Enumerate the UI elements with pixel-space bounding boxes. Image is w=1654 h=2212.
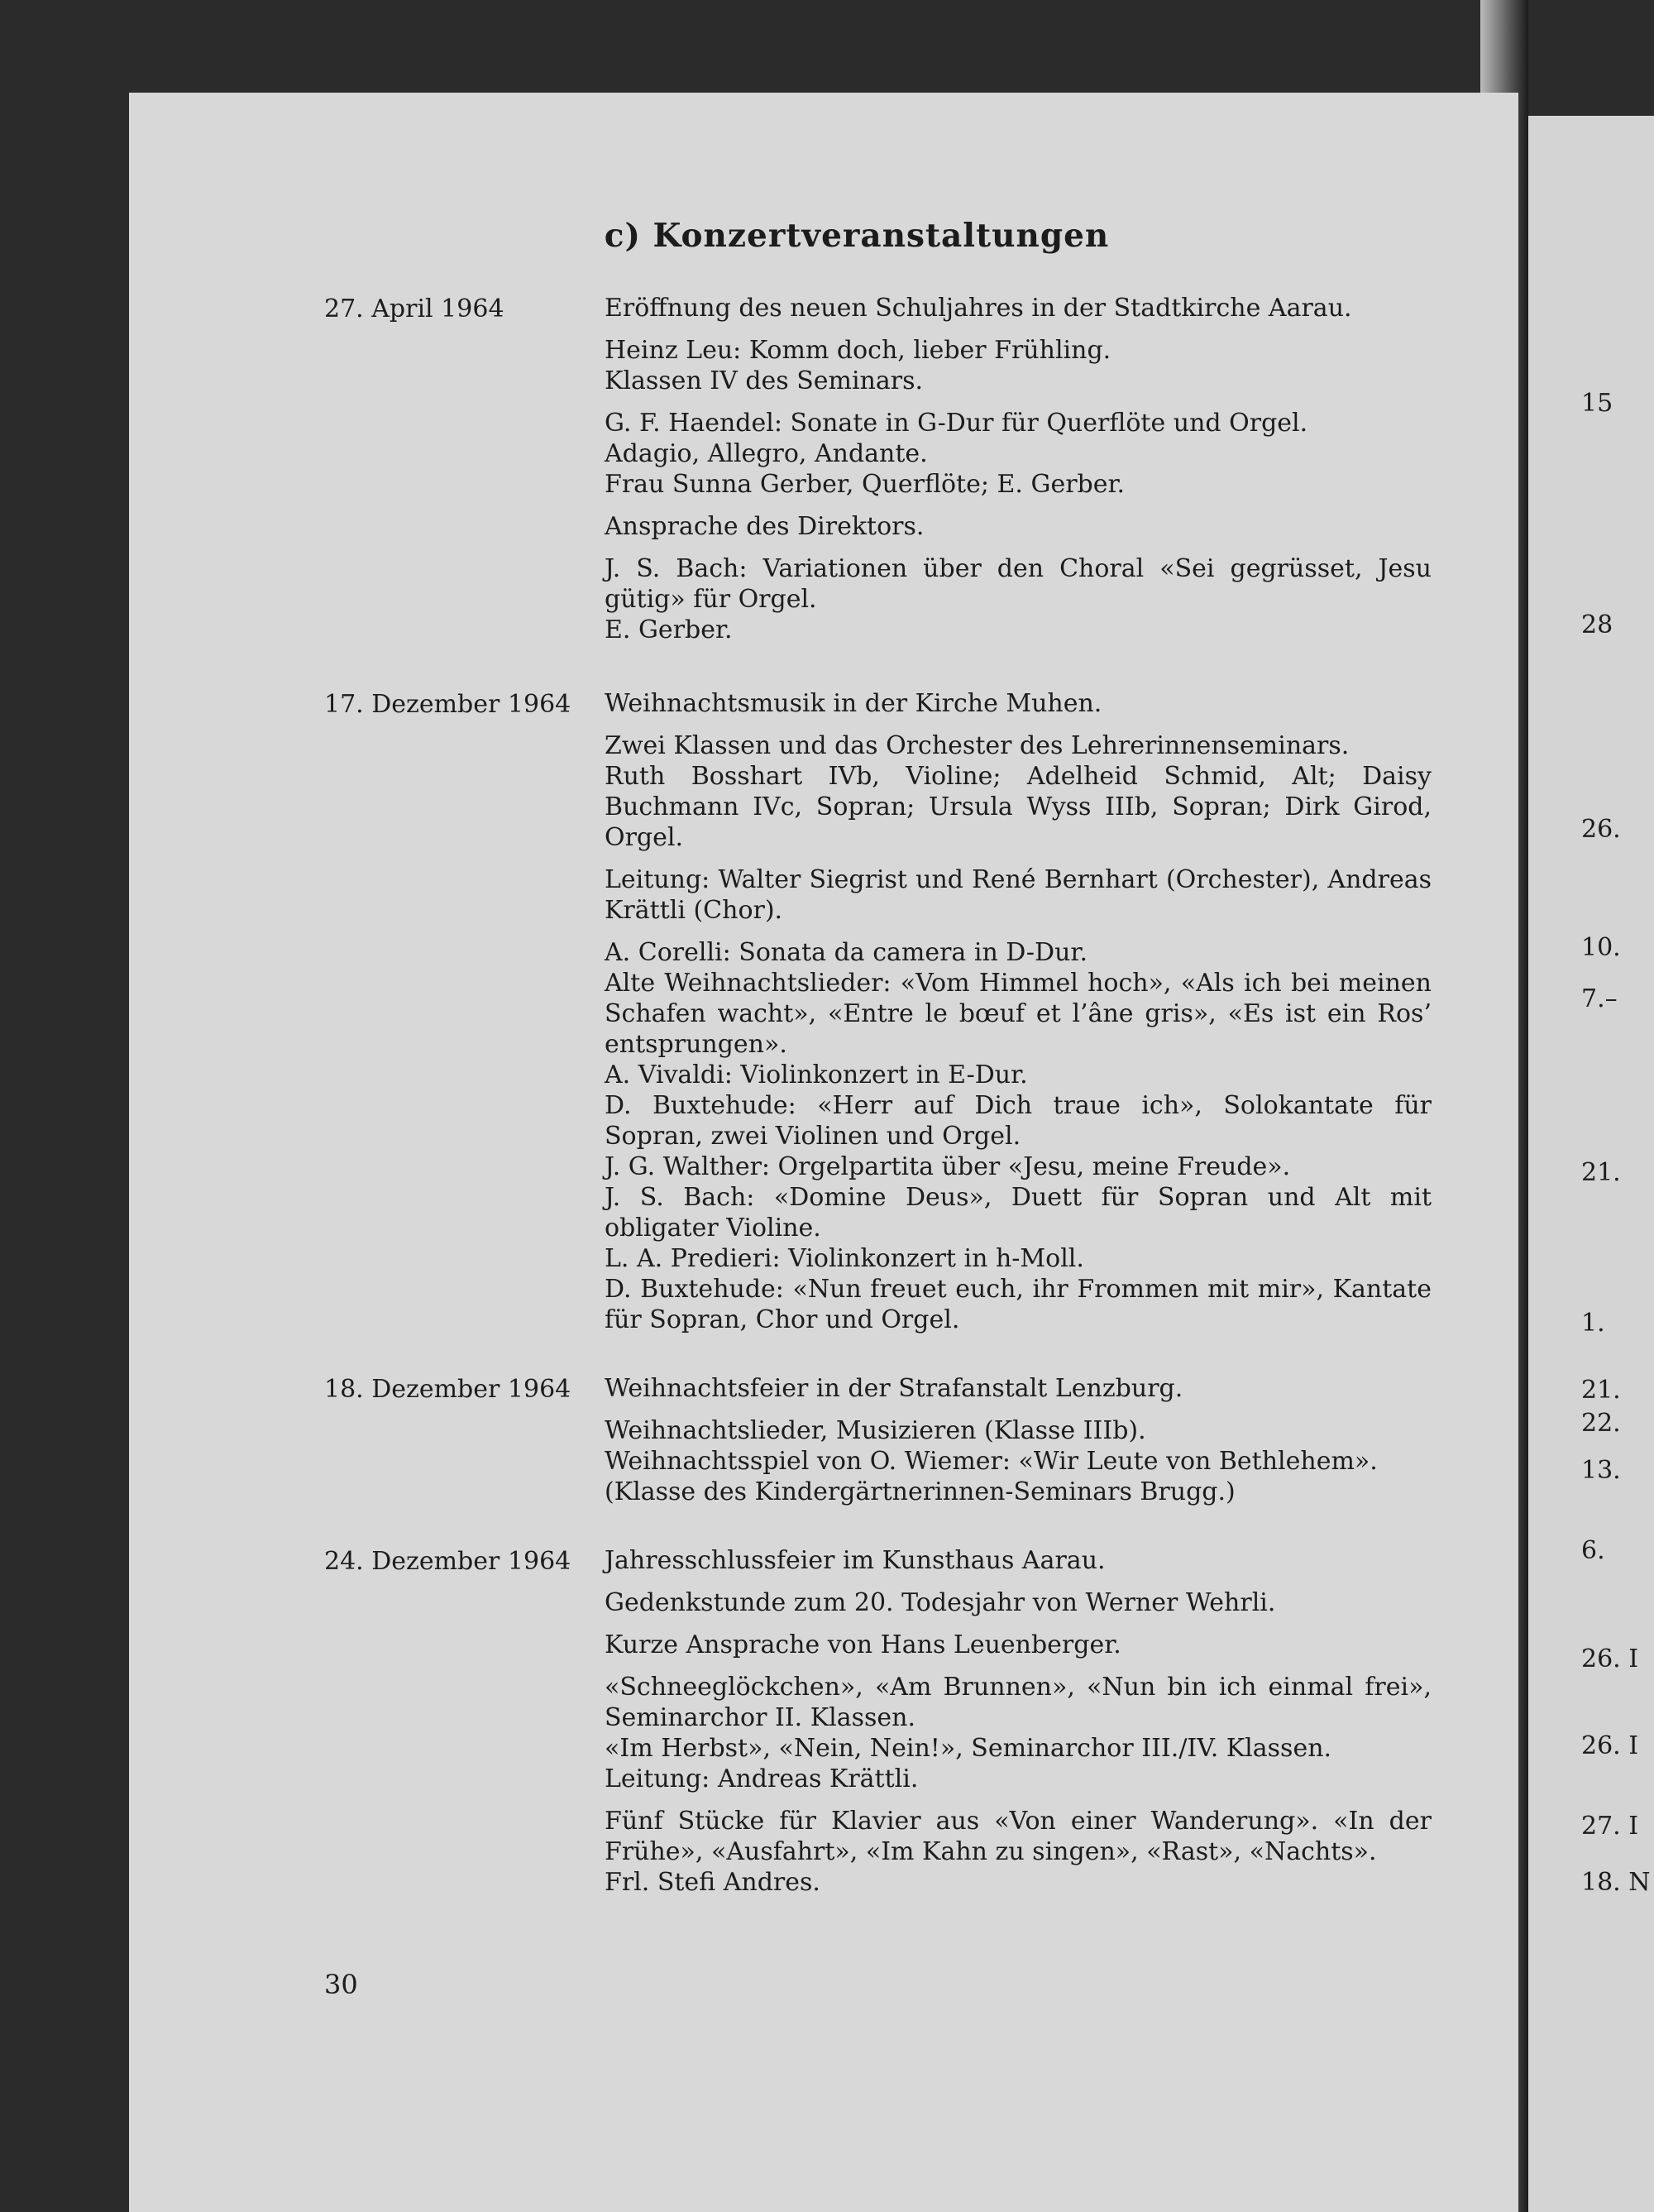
- margin-number: 22.: [1581, 1409, 1621, 1438]
- entry-paragraph: [605, 1415, 1432, 1507]
- entry-paragraph: [605, 408, 1432, 500]
- entry-line: Leitung: Walter Siegrist und René Bernhart (Orchester), Andreas Krättli (Chor).: [605, 865, 1432, 925]
- entry-line: Fünf Stücke für Klavier aus «Von einer Wanderung». «In der Frühe», «Ausfahrt», «Im Kahn zu singen», «Rast», «Nachts».: [605, 1807, 1432, 1866]
- entry-line: Klassen IV des Seminars.: [605, 366, 924, 395]
- entry-paragraph: [605, 1587, 1432, 1618]
- margin-number: 27. I: [1581, 1812, 1639, 1841]
- entry-line: D. Buxtehude: «Herr auf Dich traue ich», Solokantate für Sopran, zwei Violinen und Orgel.: [605, 1091, 1432, 1151]
- entry-line: Adagio, Allegro, Andante.: [605, 439, 928, 468]
- entry-paragraph: [605, 293, 1432, 323]
- entry-line: Weihnachtsmusik in der Kirche Muhen.: [605, 689, 1102, 718]
- entry-line: Frau Sunna Gerber, Querflöte; E. Gerber.: [605, 470, 1126, 499]
- margin-number: 7.–: [1581, 984, 1618, 1013]
- entry-line: G. F. Haendel: Sonate in G-Dur für Querflöte und Orgel.: [605, 409, 1308, 438]
- margin-number: 10.: [1581, 933, 1621, 962]
- entry-paragraph: [605, 1630, 1432, 1660]
- entry-line: Frl. Stefi Andres.: [605, 1868, 820, 1897]
- entry-line: «Schneeglöckchen», «Am Brunnen», «Nun bin ich einmal frei», Seminarchor II. Klassen.: [605, 1673, 1432, 1732]
- entry-line: Jahresschlussfeier im Kunsthaus Aarau.: [605, 1546, 1106, 1575]
- margin-number: 21.: [1581, 1376, 1621, 1405]
- page-number: 30: [324, 1969, 358, 2000]
- entry-line: L. A. Predieri: Violinkonzert in h-Moll.: [605, 1244, 1084, 1273]
- margin-number: 26. I: [1581, 1731, 1639, 1760]
- entry-content: [605, 1545, 1432, 1909]
- entry-line: Ansprache des Direktors.: [605, 512, 925, 541]
- margin-number: 26.: [1581, 815, 1621, 844]
- margin-number: 18. N: [1581, 1868, 1651, 1897]
- entry-line: D. Buxtehude: «Nun freuet euch, ihr Frommen mit mir», Kantate für Sopran, Chor und Orgel.: [605, 1275, 1432, 1334]
- entry-paragraph: [605, 1672, 1432, 1794]
- entry-line: Leitung: Andreas Krättli.: [605, 1764, 919, 1793]
- entry-line: (Klasse des Kindergärtnerinnen-Seminars Brugg.): [605, 1477, 1236, 1506]
- entry-line: J. G. Walther: Orgelpartita über «Jesu, meine Freude».: [605, 1152, 1291, 1181]
- entry-paragraph: [605, 1545, 1432, 1576]
- entry-line: Ruth Bosshart IVb, Violine; Adelheid Schmid, Alt; Daisy Buchmann IVc, Sopran; Ursula Wyss IIIb, Sopran; Dirk Girod, Orgel.: [605, 762, 1432, 852]
- margin-number: 28: [1581, 610, 1613, 639]
- margin-number: 1.: [1581, 1309, 1605, 1338]
- margin-number: 6.: [1581, 1536, 1605, 1565]
- entry-content: [605, 688, 1432, 1347]
- entry-line: Zwei Klassen und das Orchester des Lehrerinnenseminars.: [605, 731, 1350, 760]
- entry-line: Heinz Leu: Komm doch, lieber Frühling.: [605, 336, 1111, 365]
- entry-paragraph: [605, 864, 1432, 926]
- entry-paragraph: [605, 1373, 1432, 1404]
- margin-number: 21.: [1581, 1158, 1621, 1187]
- entry-paragraph: [605, 688, 1432, 719]
- entry-paragraph: [605, 937, 1432, 1335]
- margin-number: 13.: [1581, 1456, 1621, 1485]
- entry-content: [605, 1373, 1432, 1519]
- entry-date: 18. Dezember 1964: [324, 1375, 571, 1404]
- margin-number: 26. I: [1581, 1645, 1639, 1673]
- entry-line: Eröffnung des neuen Schuljahres in der Stadtkirche Aarau.: [605, 294, 1352, 323]
- entry-paragraph: [605, 511, 1432, 542]
- entry-line: Alte Weihnachtslieder: «Vom Himmel hoch», «Als ich bei meinen Schafen wacht», «Entre le bœuf et l’âne gris», «Es ist ein Ros’ entsprungen».: [605, 969, 1432, 1059]
- entry-date: 27. April 1964: [324, 294, 504, 323]
- facing-page-margin-numbers: [1581, 0, 1654, 2212]
- entry-line: J. S. Bach: Variationen über den Choral «Sei gegrüsset, Jesu gütig» für Orgel.: [605, 554, 1432, 614]
- entry-content: [605, 293, 1432, 657]
- entry-line: E. Gerber.: [605, 615, 733, 644]
- entry-date: 17. Dezember 1964: [324, 690, 571, 719]
- entry-line: J. S. Bach: «Domine Deus», Duett für Sopran und Alt mit obligater Violine.: [605, 1183, 1432, 1242]
- entry-line: A. Vivaldi: Violinkonzert in E-Dur.: [605, 1061, 1028, 1089]
- entry-line: A. Corelli: Sonata da camera in D-Dur.: [605, 938, 1088, 967]
- section-title: c) Konzertveranstaltungen: [604, 217, 1110, 255]
- entry-line: Gedenkstunde zum 20. Todesjahr von Werner Wehrli.: [605, 1588, 1276, 1617]
- document-page: [129, 93, 1518, 2212]
- entry-paragraph: [605, 335, 1432, 396]
- entry-line: Kurze Ansprache von Hans Leuenberger.: [605, 1630, 1121, 1659]
- entry-line: «Im Herbst», «Nein, Nein!», Seminarchor III./IV. Klassen.: [605, 1734, 1332, 1763]
- entry-line: Weihnachtsfeier in der Strafanstalt Lenzburg.: [605, 1374, 1183, 1403]
- entry-line: Weihnachtsspiel von O. Wiemer: «Wir Leute von Bethlehem».: [605, 1447, 1378, 1476]
- entry-date: 24. Dezember 1964: [324, 1547, 571, 1576]
- entry-line: Weihnachtslieder, Musizieren (Klasse IIIb).: [605, 1416, 1146, 1445]
- entry-paragraph: [605, 1806, 1432, 1898]
- entry-paragraph: [605, 553, 1432, 645]
- entry-paragraph: [605, 730, 1432, 853]
- margin-number: 15: [1581, 389, 1613, 418]
